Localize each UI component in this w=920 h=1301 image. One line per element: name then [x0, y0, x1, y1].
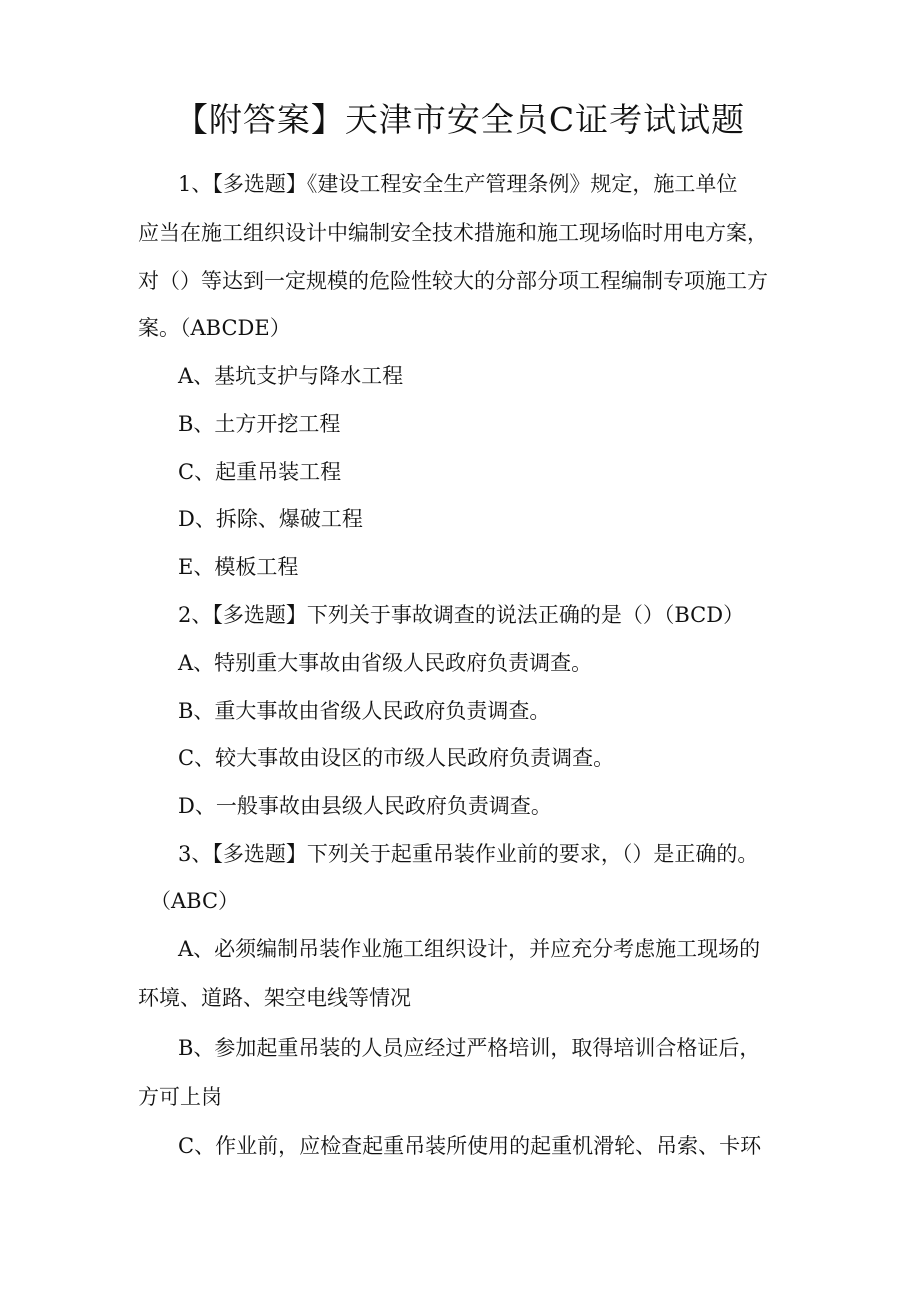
- question-3-option-c-line-1: C、作业前，应检查起重吊装所使用的起重机滑轮、吊索、卡环: [178, 1134, 762, 1158]
- question-1-option-b: B、土方开挖工程: [178, 412, 341, 436]
- question-3-option-b-line-1: B、参加起重吊装的人员应经过严格培训，取得培训合格证后，: [178, 1036, 761, 1060]
- question-3-option-b-line-2: 方可上岗: [138, 1085, 222, 1109]
- question-2-option-b: B、重大事故由省级人民政府负责调查。: [178, 699, 551, 723]
- question-3-stem-line-1: 3、【多选题】下列关于起重吊装作业前的要求，（）是正确的。: [178, 842, 759, 866]
- question-1-option-d: D、拆除、爆破工程: [178, 507, 363, 531]
- question-3-stem-line-2: （ABC）: [150, 889, 240, 913]
- question-1-option-a: A、基坑支护与降水工程: [178, 364, 404, 388]
- question-1-option-c: C、起重吊装工程: [178, 460, 342, 484]
- question-2-stem-line-1: 2、【多选题】下列关于事故调查的说法正确的是（）（BCD）: [178, 603, 745, 627]
- question-2-option-c: C、较大事故由设区的市级人民政府负责调查。: [178, 746, 615, 770]
- question-2-option-a: A、特别重大事故由省级人民政府负责调查。: [178, 651, 593, 675]
- question-1-stem-line-2: 应当在施工组织设计中编制安全技术措施和施工现场临时用电方案，: [138, 221, 768, 245]
- question-1-stem-line-1: 1、【多选题】《建设工程安全生产管理条例》规定，施工单位: [178, 172, 738, 196]
- question-1-option-e: E、模板工程: [178, 555, 299, 579]
- question-3-option-a-line-1: A、必须编制吊装作业施工组织设计，并应充分考虑施工现场的: [178, 937, 761, 961]
- question-2-option-d: D、一般事故由县级人民政府负责调查。: [178, 794, 552, 818]
- question-1-stem-line-4: 案。（ABCDE）: [138, 316, 291, 340]
- question-1-stem-line-3: 对（）等达到一定规模的危险性较大的分部分项工程编制专项施工方: [138, 269, 768, 293]
- document-title: 【附答案】天津市安全员C证考试试题: [174, 100, 746, 139]
- question-3-option-a-line-2: 环境、道路、架空电线等情况: [138, 986, 411, 1010]
